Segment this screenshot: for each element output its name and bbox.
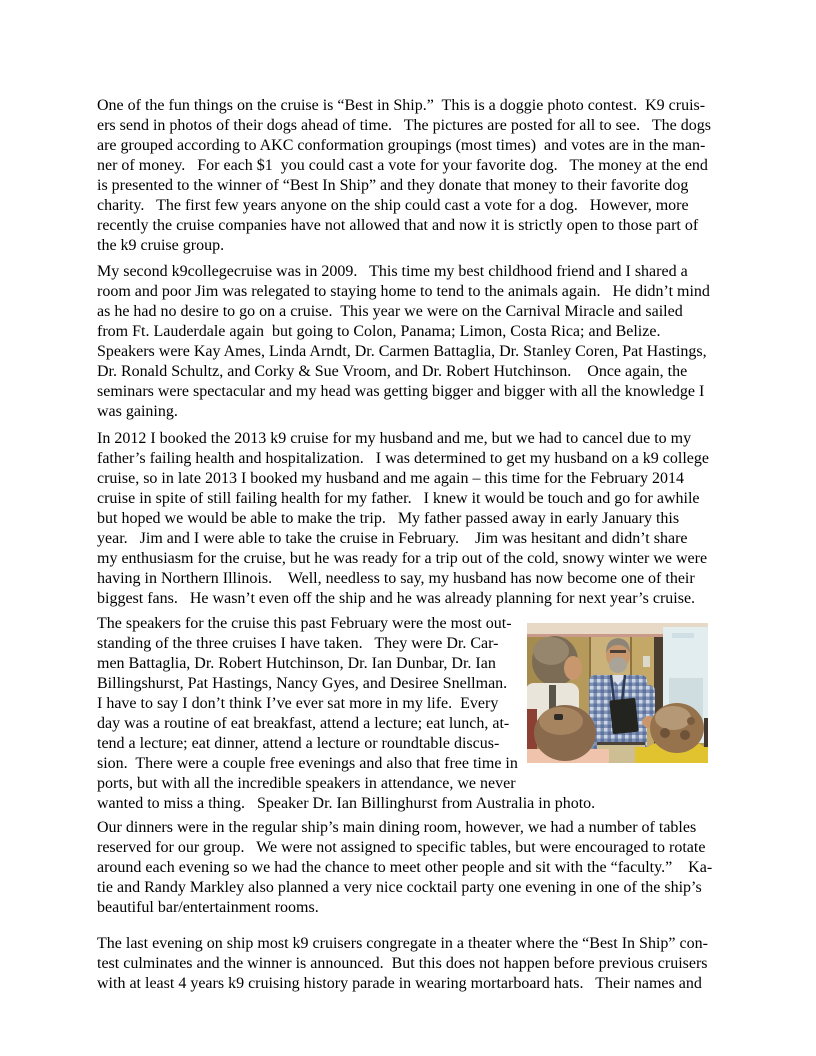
paragraph-2014-cruise bbox=[97, 429, 742, 609]
text-line: One of the fun things on the cruise is “Best in Ship.” This is a doggie photo contest. K9 cruis- bbox=[97, 97, 706, 114]
text-line: cruise in spite of still failing health for my father. I knew it would be touch and go for awhile bbox=[97, 490, 700, 507]
text-line: is presented to the winner of “Best In Ship” and they donate that money to their favorite dog bbox=[97, 177, 689, 194]
text-line: The speakers for the cruise this past February were the most out- bbox=[97, 615, 512, 632]
text-line: around each evening so we had the chance to meet other people and sit with the “faculty.” Ka- bbox=[97, 859, 713, 876]
text-line: room and poor Jim was relegated to staying home to tend to the animals again. He didn’t mind bbox=[97, 283, 710, 300]
text-line: ner of money. For each $1 you could cast a vote for your favorite dog. The money at the end bbox=[97, 157, 708, 174]
text-line: recently the cruise companies have not allowed that and now it is strictly open to those part of bbox=[97, 217, 699, 234]
text-line: men Battaglia, Dr. Robert Hutchinson, Dr. Ian Dunbar, Dr. Ian bbox=[97, 655, 496, 672]
speaker-photo-graphic bbox=[527, 623, 708, 763]
paragraph-dinners bbox=[97, 818, 742, 918]
text-line: test culminates and the winner is announced. But this does not happen before previous cruisers bbox=[97, 955, 708, 972]
text-line: with at least 4 years k9 cruising history parade in wearing mortarboard hats. Their names and bbox=[97, 975, 702, 992]
text-line: year. Jim and I were able to take the cruise in February. Jim was hesitant and didn’t share bbox=[97, 530, 688, 547]
paragraph-second-cruise bbox=[97, 262, 742, 422]
text-line: but hoped we would be able to make the trip. My father passed away in early January this bbox=[97, 510, 680, 527]
text-line: charity. The first few years anyone on the ship could cast a vote for a dog. However, more bbox=[97, 197, 689, 214]
text-line: tend a lecture; eat dinner, attend a lecture or roundtable discus- bbox=[97, 735, 500, 752]
text-line: cruise, so in late 2013 I booked my husband and me again – this time for the February 2014 bbox=[97, 470, 684, 487]
paragraph-last-evening bbox=[97, 934, 742, 994]
text-line: the k9 cruise group. bbox=[97, 237, 225, 254]
text-line: Speakers were Kay Ames, Linda Arndt, Dr. Carmen Battaglia, Dr. Stanley Coren, Pat Hastings, bbox=[97, 343, 707, 360]
switch-plate bbox=[643, 656, 650, 667]
text-line: reserved for our group. We were not assigned to specific tables, but were encouraged to rotate bbox=[97, 839, 706, 856]
text-line: from Ft. Lauderdale again but going to Colon, Panama; Limon, Costa Rica; and Belize. bbox=[97, 323, 661, 340]
text-line: My second k9collegecruise was in 2009. This time my best childhood friend and I shared a bbox=[97, 263, 688, 280]
text-line: tie and Randy Markley also planned a very nice cocktail party one evening in one of the ship’s bbox=[97, 879, 702, 896]
text-line: as he had no desire to go on a cruise. This year we were on the Carnival Miracle and sailed bbox=[97, 303, 683, 320]
text-line: was gaining. bbox=[97, 403, 178, 420]
text-line: beautiful bar/entertainment rooms. bbox=[97, 899, 319, 916]
text-line: Billingshurst, Pat Hastings, Nancy Gyes, and Desiree Snellman. bbox=[97, 675, 508, 692]
text-line: The last evening on ship most k9 cruisers congregate in a theater where the “Best In Ship” con- bbox=[97, 935, 708, 952]
text-line: father’s failing health and hospitalization. I was determined to get my husband on a k9 college bbox=[97, 450, 709, 467]
text-line: day was a routine of eat breakfast, attend a lecture; eat lunch, at- bbox=[97, 715, 510, 732]
text-line: seminars were spectacular and my head was getting bigger and bigger with all the knowledge I bbox=[97, 383, 705, 400]
text-line: sion. There were a couple free evenings and also that free time in bbox=[97, 755, 518, 772]
speaker-photo bbox=[527, 623, 708, 763]
text-line: ers send in photos of their dogs ahead of time. The pictures are posted for all to see. The dogs bbox=[97, 117, 711, 134]
text-line: standing of the three cruises I have taken. They were Dr. Car- bbox=[97, 635, 499, 652]
text-line: I have to say I don’t think I’ve ever sat more in my life. Every bbox=[97, 695, 499, 712]
text-line: In 2012 I booked the 2013 k9 cruise for my husband and me, but we had to cancel due to my bbox=[97, 430, 692, 447]
text-line: are grouped according to AKC conformation groupings (most times) and votes are in the man- bbox=[97, 137, 706, 154]
text-line: ports, but with all the incredible speakers in attendance, we never bbox=[97, 775, 516, 792]
text-line: having in Northern Illinois. Well, needless to say, my husband has now become one of their bbox=[97, 570, 695, 587]
text-line: wanted to miss a thing. Speaker Dr. Ian Billinghurst from Australia in photo. bbox=[97, 795, 596, 812]
text-line: Dr. Ronald Schultz, and Corky & Sue Vroom, and Dr. Robert Hutchinson. Once again, the bbox=[97, 363, 688, 380]
text-line: Our dinners were in the regular ship’s main dining room, however, we had a number of tables bbox=[97, 819, 697, 836]
text-line: biggest fans. He wasn’t even off the ship and he was already planning for next year’s cruise. bbox=[97, 590, 696, 607]
text-line: my enthusiasm for the cruise, but he was ready for a trip out of the cold, snowy winter we were bbox=[97, 550, 708, 567]
paragraph-best-in-ship bbox=[97, 96, 742, 256]
